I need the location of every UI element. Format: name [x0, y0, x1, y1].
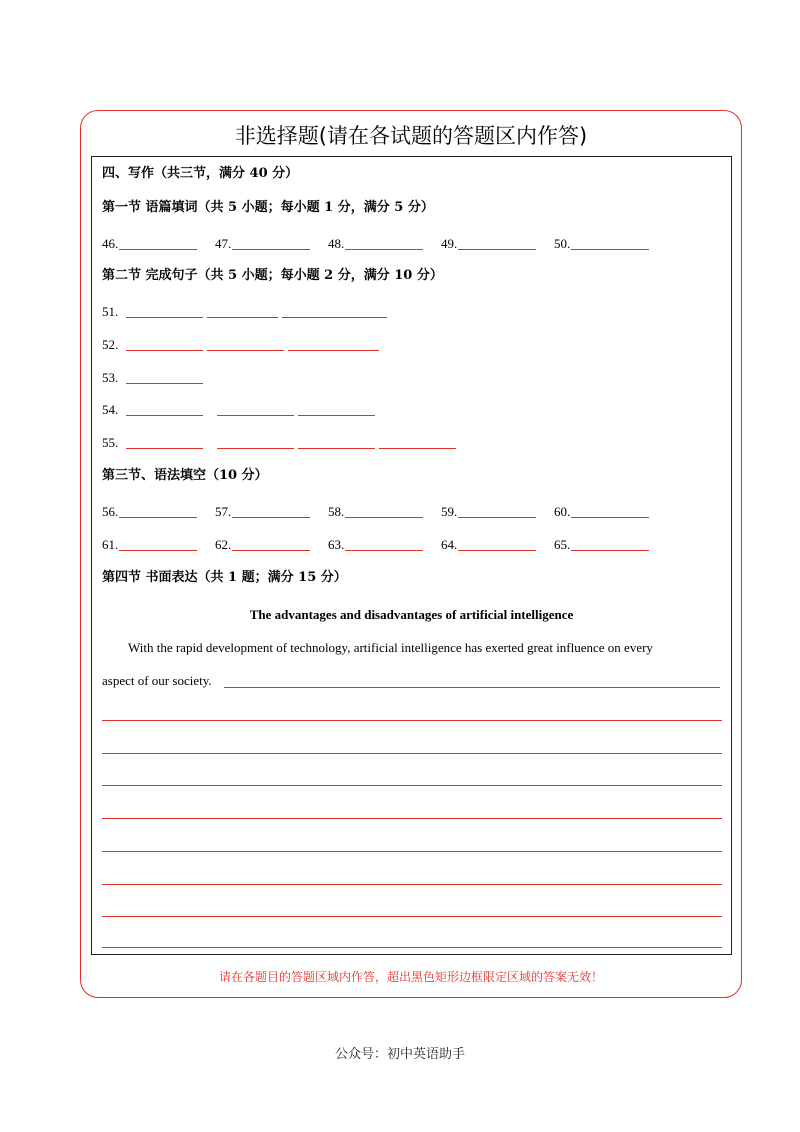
- question-number: 60.: [554, 504, 571, 519]
- essay-prompt-line-2: aspect of our society.: [102, 673, 212, 688]
- writing-line[interactable]: [102, 916, 722, 917]
- answer-blank[interactable]: [126, 369, 203, 384]
- question-number: 56.: [102, 504, 119, 519]
- writing-line[interactable]: [102, 947, 722, 948]
- answer-sheet-frame: [80, 110, 742, 998]
- question-number: 61.: [102, 537, 119, 552]
- answer-blank[interactable]: [217, 434, 294, 449]
- part2-heading: 第二节 完成句子（共 5 小题；每小题 2 分，满分 10 分）: [102, 268, 443, 283]
- writing-line[interactable]: [102, 785, 722, 786]
- writing-line[interactable]: [102, 884, 722, 885]
- essay-title: The advantages and disadvantages of artificial intelligence: [249, 607, 574, 622]
- part4-heading: 第四节 书面表达（共 1 题；满分 15 分）: [102, 570, 347, 585]
- question-number: 50.: [554, 236, 571, 251]
- question-number: 52.: [102, 337, 119, 352]
- answer-cell: [441, 536, 536, 554]
- question-number: 64.: [441, 537, 458, 552]
- writing-section-heading: 四、写作（共三节，满分 40 分）: [102, 166, 299, 181]
- footer-credit: 公众号：初中英语助手: [334, 1047, 465, 1062]
- answer-region-box: [91, 156, 732, 955]
- question-number: 58.: [328, 504, 345, 519]
- answer-blank[interactable]: [232, 503, 310, 518]
- answer-cell: [102, 235, 197, 253]
- question-number: 48.: [328, 236, 345, 251]
- question-number: 62.: [215, 537, 232, 552]
- answer-blank[interactable]: [458, 536, 536, 551]
- answer-blank[interactable]: [119, 235, 197, 250]
- sentence-row: [102, 369, 207, 387]
- answer-blank[interactable]: [288, 336, 379, 351]
- sentence-row: [102, 336, 383, 354]
- answer-cell: [215, 536, 310, 554]
- sentence-row: [102, 303, 391, 321]
- answer-blank[interactable]: [298, 434, 375, 449]
- answer-cell: [441, 235, 536, 253]
- answer-cell: [554, 503, 649, 521]
- question-number: 57.: [215, 504, 232, 519]
- answer-blank[interactable]: [345, 503, 423, 518]
- writing-line[interactable]: [224, 687, 720, 688]
- answer-cell: [328, 235, 423, 253]
- answer-blank[interactable]: [119, 503, 197, 518]
- page-title: 非选择题(请在各试题的答题区内作答): [234, 124, 588, 148]
- sentence-row: [102, 401, 375, 419]
- answer-blank[interactable]: [207, 336, 284, 351]
- answer-blank[interactable]: [571, 235, 649, 250]
- answer-cell: [215, 503, 310, 521]
- writing-line[interactable]: [102, 818, 722, 819]
- sentence-row: [102, 434, 456, 452]
- answer-cell: [215, 235, 310, 253]
- answer-cell: [328, 503, 423, 521]
- question-number: 55.: [102, 435, 119, 450]
- answer-blank[interactable]: [126, 303, 203, 318]
- answer-blank[interactable]: [298, 401, 375, 416]
- answer-blank[interactable]: [345, 235, 423, 250]
- answer-cell: [554, 536, 649, 554]
- answer-blank[interactable]: [119, 536, 197, 551]
- answer-cell: [554, 235, 649, 253]
- answer-blank[interactable]: [571, 503, 649, 518]
- question-number: 46.: [102, 236, 119, 251]
- answer-cell: [328, 536, 423, 554]
- answer-cell: [102, 536, 197, 554]
- question-number: 49.: [441, 236, 458, 251]
- answer-region-notice: 请在各题目的答题区域内作答，超出黑色矩形边框限定区域的答案无效！: [218, 970, 603, 984]
- answer-blank[interactable]: [571, 536, 649, 551]
- part1-heading: 第一节 语篇填词（共 5 小题；每小题 1 分，满分 5 分）: [102, 200, 434, 215]
- writing-line[interactable]: [102, 851, 722, 852]
- answer-blank[interactable]: [126, 401, 203, 416]
- question-number: 54.: [102, 402, 119, 417]
- question-number: 59.: [441, 504, 458, 519]
- answer-cell: [102, 503, 197, 521]
- answer-blank[interactable]: [126, 434, 203, 449]
- question-number: 53.: [102, 370, 119, 385]
- answer-blank[interactable]: [207, 303, 278, 318]
- answer-blank[interactable]: [458, 235, 536, 250]
- answer-blank[interactable]: [126, 336, 203, 351]
- question-number: 65.: [554, 537, 571, 552]
- answer-cell: [441, 503, 536, 521]
- part3-heading: 第三节、语法填空（10 分）: [102, 468, 268, 483]
- writing-line[interactable]: [102, 753, 722, 754]
- answer-blank[interactable]: [379, 434, 456, 449]
- writing-line[interactable]: [102, 720, 722, 721]
- answer-blank[interactable]: [458, 503, 536, 518]
- answer-blank[interactable]: [282, 303, 387, 318]
- question-number: 47.: [215, 236, 232, 251]
- answer-blank[interactable]: [232, 536, 310, 551]
- answer-blank[interactable]: [232, 235, 310, 250]
- answer-blank[interactable]: [345, 536, 423, 551]
- question-number: 51.: [102, 304, 119, 319]
- answer-blank[interactable]: [217, 401, 294, 416]
- essay-prompt-line-1: With the rapid development of technology, artificial intelligence has exerted great influence on every: [128, 640, 653, 655]
- question-number: 63.: [328, 537, 345, 552]
